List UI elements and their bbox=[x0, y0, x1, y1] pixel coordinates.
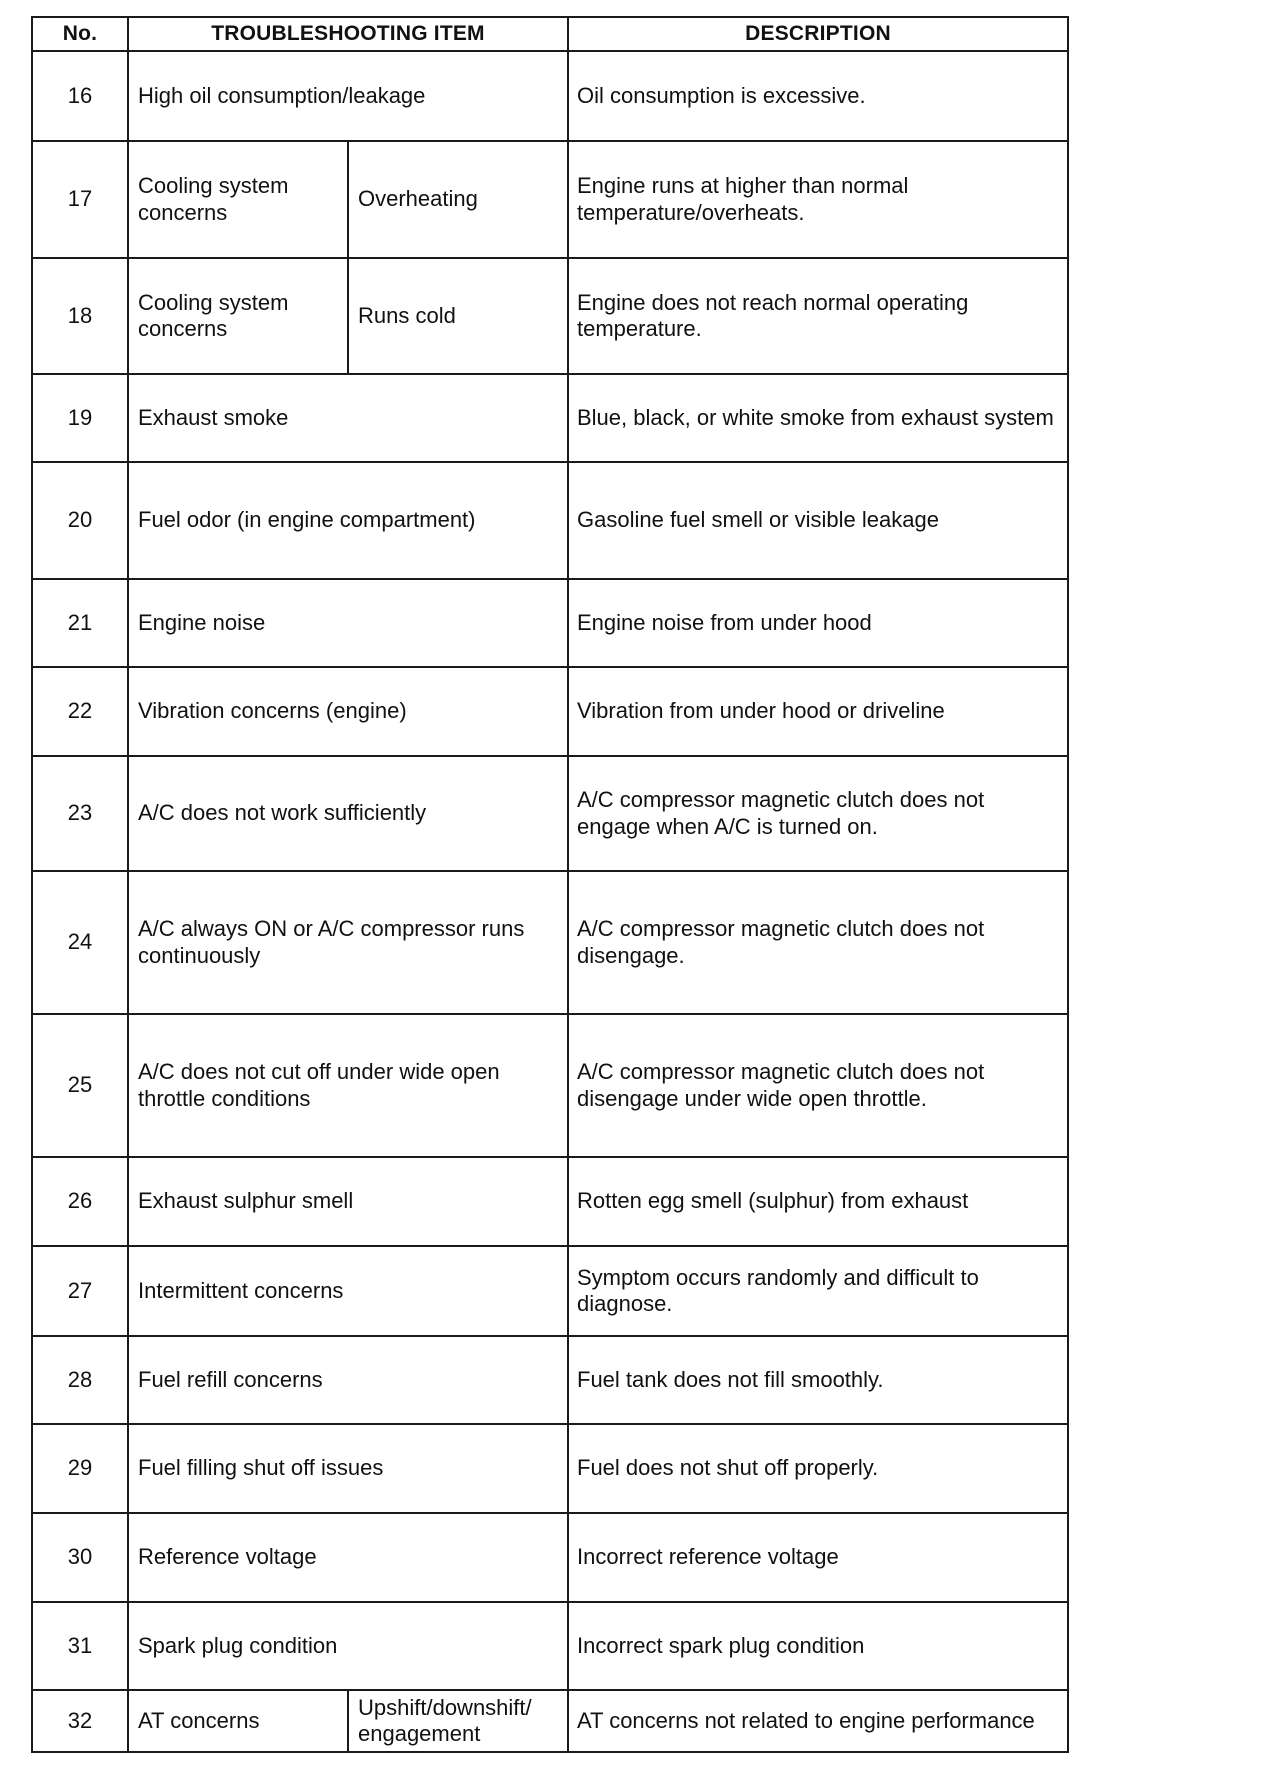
troubleshooting-item: Vibration concerns (engine) bbox=[128, 667, 568, 756]
troubleshooting-item: Exhaust smoke bbox=[128, 374, 568, 462]
row-description: Gasoline fuel smell or visible leakage bbox=[568, 462, 1068, 579]
troubleshooting-item: Engine noise bbox=[128, 579, 568, 667]
row-number: 25 bbox=[32, 1014, 128, 1157]
table-row bbox=[32, 1690, 1068, 1752]
table-row bbox=[32, 1336, 1068, 1424]
row-description: Vibration from under hood or driveline bbox=[568, 667, 1068, 756]
table-row bbox=[32, 258, 1068, 374]
table-row bbox=[32, 1246, 1068, 1336]
row-number: 29 bbox=[32, 1424, 128, 1513]
row-description: A/C compressor magnetic clutch does not disengage under wide open throttle. bbox=[568, 1014, 1068, 1157]
row-description: Incorrect spark plug condition bbox=[568, 1602, 1068, 1690]
row-description: Oil consumption is excessive. bbox=[568, 51, 1068, 141]
troubleshooting-item: A/C does not work sufficiently bbox=[128, 756, 568, 871]
troubleshooting-item: Cooling system concerns bbox=[128, 141, 348, 258]
header-troubleshooting-item: TROUBLESHOOTING ITEM bbox=[128, 17, 568, 51]
table-row bbox=[32, 1014, 1068, 1157]
row-description: A/C compressor magnetic clutch does not disengage. bbox=[568, 871, 1068, 1014]
row-number: 19 bbox=[32, 374, 128, 462]
troubleshooting-item: Fuel refill concerns bbox=[128, 1336, 568, 1424]
row-number: 26 bbox=[32, 1157, 128, 1246]
troubleshooting-item: Intermittent concerns bbox=[128, 1246, 568, 1336]
row-number: 27 bbox=[32, 1246, 128, 1336]
table-row bbox=[32, 871, 1068, 1014]
row-description: Rotten egg smell (sulphur) from exhaust bbox=[568, 1157, 1068, 1246]
table-row bbox=[32, 1157, 1068, 1246]
table-row bbox=[32, 1513, 1068, 1602]
troubleshooting-table bbox=[31, 16, 1069, 1753]
header-row bbox=[32, 17, 1068, 51]
troubleshooting-item: Spark plug condition bbox=[128, 1602, 568, 1690]
row-number: 23 bbox=[32, 756, 128, 871]
row-number: 22 bbox=[32, 667, 128, 756]
table-row bbox=[32, 1424, 1068, 1513]
table-row bbox=[32, 51, 1068, 141]
row-description: Engine noise from under hood bbox=[568, 579, 1068, 667]
troubleshooting-item: High oil consumption/leakage bbox=[128, 51, 568, 141]
troubleshooting-subitem: Overheating bbox=[348, 141, 568, 258]
troubleshooting-item: A/C always ON or A/C compressor runs continuously bbox=[128, 871, 568, 1014]
troubleshooting-item: Reference voltage bbox=[128, 1513, 568, 1602]
row-number: 30 bbox=[32, 1513, 128, 1602]
row-number: 20 bbox=[32, 462, 128, 579]
table-row bbox=[32, 667, 1068, 756]
header-no: No. bbox=[32, 17, 128, 51]
row-description: Blue, black, or white smoke from exhaust system bbox=[568, 374, 1068, 462]
row-number: 31 bbox=[32, 1602, 128, 1690]
row-description: AT concerns not related to engine performance bbox=[568, 1690, 1068, 1752]
row-number: 18 bbox=[32, 258, 128, 374]
header-description: DESCRIPTION bbox=[568, 17, 1068, 51]
row-number: 17 bbox=[32, 141, 128, 258]
table-row bbox=[32, 579, 1068, 667]
troubleshooting-item: Fuel odor (in engine compartment) bbox=[128, 462, 568, 579]
troubleshooting-subitem: Runs cold bbox=[348, 258, 568, 374]
troubleshooting-item: AT concerns bbox=[128, 1690, 348, 1752]
table-row bbox=[32, 374, 1068, 462]
row-description: Engine runs at higher than normal temperature/overheats. bbox=[568, 141, 1068, 258]
row-description: A/C compressor magnetic clutch does not engage when A/C is turned on. bbox=[568, 756, 1068, 871]
troubleshooting-subitem: Upshift/downshift/ engagement bbox=[348, 1690, 568, 1752]
table-row bbox=[32, 141, 1068, 258]
row-description: Fuel tank does not fill smoothly. bbox=[568, 1336, 1068, 1424]
row-number: 16 bbox=[32, 51, 128, 141]
table-row bbox=[32, 756, 1068, 871]
troubleshooting-item: A/C does not cut off under wide open throttle conditions bbox=[128, 1014, 568, 1157]
row-description: Engine does not reach normal operating temperature. bbox=[568, 258, 1068, 374]
table-row bbox=[32, 1602, 1068, 1690]
row-number: 21 bbox=[32, 579, 128, 667]
row-number: 32 bbox=[32, 1690, 128, 1752]
row-number: 24 bbox=[32, 871, 128, 1014]
troubleshooting-item: Exhaust sulphur smell bbox=[128, 1157, 568, 1246]
row-description: Symptom occurs randomly and difficult to diagnose. bbox=[568, 1246, 1068, 1336]
row-number: 28 bbox=[32, 1336, 128, 1424]
row-description: Fuel does not shut off properly. bbox=[568, 1424, 1068, 1513]
table-row bbox=[32, 462, 1068, 579]
troubleshooting-item: Fuel filling shut off issues bbox=[128, 1424, 568, 1513]
troubleshooting-item: Cooling system concerns bbox=[128, 258, 348, 374]
row-description: Incorrect reference voltage bbox=[568, 1513, 1068, 1602]
